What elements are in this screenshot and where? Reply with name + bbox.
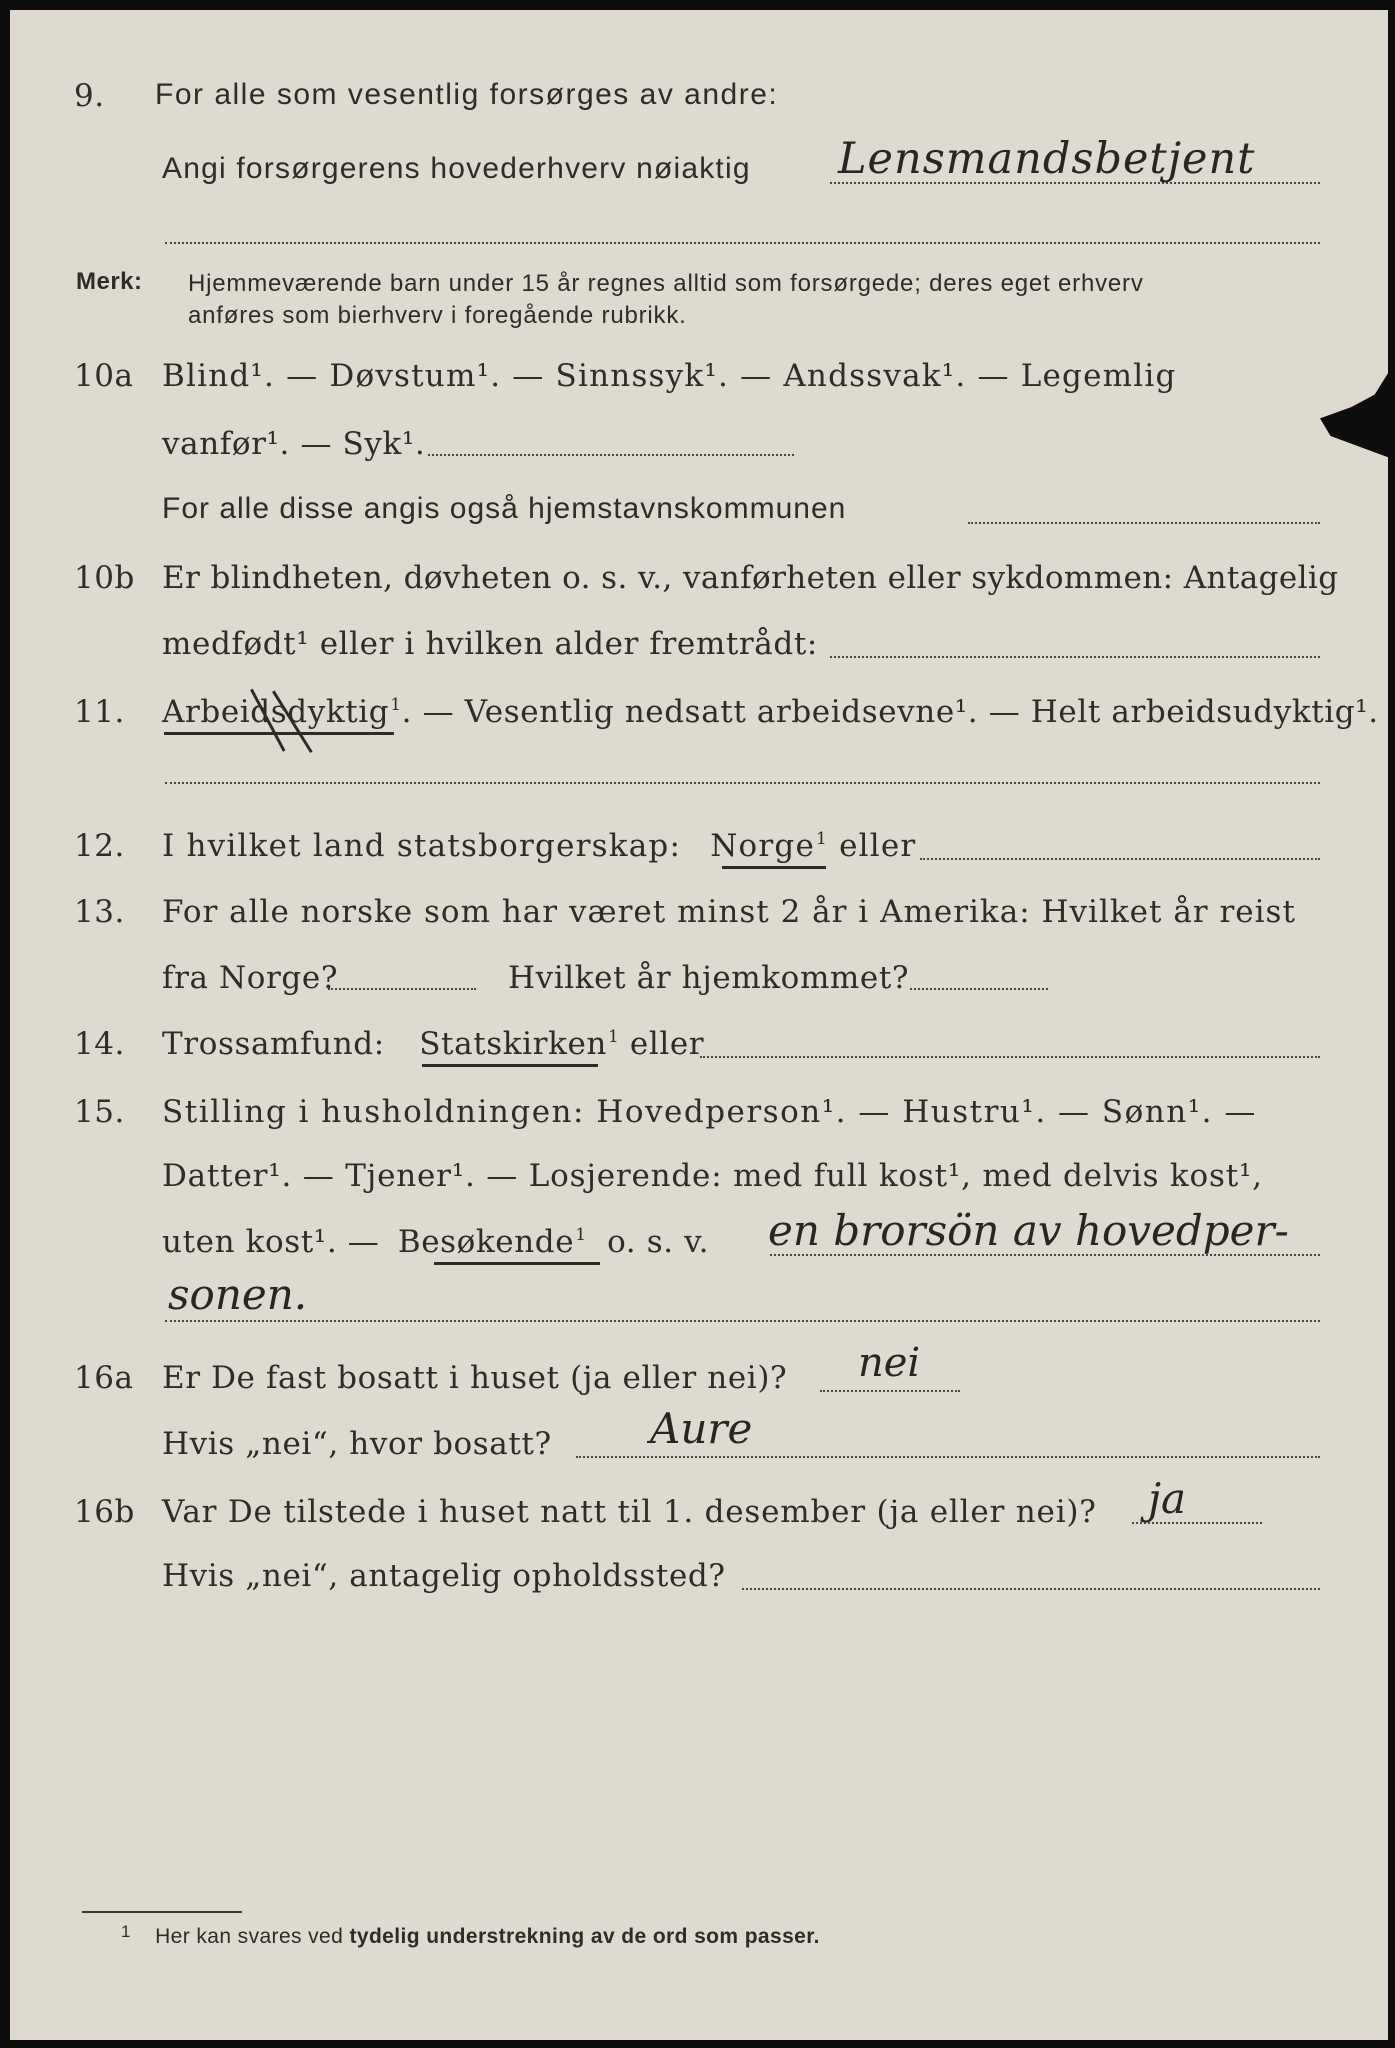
question-16a-line-1 — [10, 1360, 1388, 1406]
question-text: Hvis „nei“, hvor bosatt? — [162, 1426, 552, 1462]
question-16b-line-2 — [10, 1558, 1388, 1604]
question-9-line-1 — [10, 78, 1388, 124]
question-text: For alle som vesentlig forsørges av andre: — [155, 78, 779, 111]
merk-line-2 — [10, 302, 1388, 348]
question-text: For alle disse angis også hjemstavnskommunen — [162, 492, 847, 525]
question-text: Er De fast bosatt i huset (ja eller nei)? — [162, 1360, 788, 1396]
question-text: Hvis „nei“, antagelig opholdssted? — [162, 1558, 726, 1594]
footnote-ref: 1 — [575, 1225, 587, 1245]
question-text: medfødt¹ eller i hvilken alder fremtrådt: — [162, 626, 818, 662]
answer-line — [830, 656, 1320, 658]
handwritten-answer: nei — [858, 1340, 921, 1386]
answer-line — [165, 782, 1320, 784]
question-number: 11. — [74, 694, 125, 730]
question-text: uten kost¹. — — [162, 1224, 380, 1260]
question-text: I hvilket land statsborgerskap: — [162, 828, 682, 864]
question-text: Er blindheten, døvheten o. s. v., vanførheten eller sykdommen: Antagelig — [162, 560, 1339, 596]
question-text: Hvilket år hjemkommet? — [508, 960, 910, 996]
handwritten-answer: Aure — [650, 1404, 753, 1453]
option-statskirken: Statskirken — [419, 1026, 607, 1062]
footnote-rule — [82, 1911, 242, 1913]
question-text: Datter¹. — Tjener¹. — Losjerende: med full kost¹, med delvis kost¹, — [162, 1158, 1263, 1194]
question-12-line — [10, 828, 1388, 874]
option-norge: Norge — [710, 828, 815, 864]
answer-line — [910, 988, 1048, 990]
footnote — [120, 1922, 820, 1949]
question-10b-line-1 — [10, 560, 1388, 606]
question-text: vanfør¹. — Syk¹. — [162, 426, 426, 462]
handwritten-answer: sonen. — [168, 1270, 308, 1319]
question-options: Arbeidsdyktig$^1$. — Vesentlig nedsatt arbeidsevne¹. — Helt arbeidsudyktig¹. — [162, 694, 1379, 730]
answer-line — [700, 1056, 1320, 1058]
question-number: 13. — [74, 894, 125, 930]
selection-underline — [722, 866, 826, 869]
question-options — [162, 828, 916, 864]
question-13-line-2 — [10, 960, 1388, 1006]
merk-label: Merk: — [76, 268, 143, 295]
answer-line — [576, 1456, 1320, 1458]
answer-line — [742, 1588, 1320, 1590]
footnote-ref: 1 — [607, 1027, 620, 1047]
question-13-line-1 — [10, 894, 1388, 940]
answer-line — [968, 522, 1320, 524]
question-14-line — [10, 1026, 1388, 1072]
question-options — [162, 1224, 709, 1260]
footnote-ref: 1 — [390, 695, 402, 715]
question-15-line-1 — [10, 1094, 1388, 1140]
selection-underline — [434, 1262, 600, 1265]
question-10a-line-1 — [10, 358, 1388, 404]
answer-line — [920, 858, 1320, 860]
footnote-text: Her kan svares ved — [155, 1925, 344, 1948]
footnote-ref: 1 — [816, 829, 829, 849]
question-number: 14. — [74, 1026, 125, 1062]
option-rest: eller — [629, 1026, 705, 1062]
merk-text: Hjemmeværende barn under 15 år regnes alltid som forsørgede; deres eget erhverv — [188, 270, 1144, 297]
question-text: Trossamfund: — [162, 1026, 385, 1062]
option-besokende: Besøkende — [397, 1224, 575, 1260]
answer-line — [165, 242, 1320, 244]
question-text: Var De tilstede i huset natt til 1. desember (ja eller nei)? — [162, 1494, 1097, 1530]
answer-line — [328, 988, 476, 990]
question-10b-line-2 — [10, 626, 1388, 672]
question-10a-line-2 — [10, 426, 1388, 472]
footnote-emphasis: tydelig understrekning av de ord som passer. — [349, 1925, 820, 1948]
question-number: 10b — [74, 560, 135, 596]
handwritten-answer: en brorsön av hovedper- — [768, 1206, 1289, 1255]
answer-line — [820, 1390, 960, 1392]
question-10a-line-3 — [10, 492, 1388, 538]
option-arbeidsdyktig: Arbeidsdyktig — [162, 694, 390, 730]
handwritten-answer: ja — [1148, 1474, 1187, 1523]
option-rest: eller — [839, 828, 917, 864]
answer-line — [428, 454, 794, 456]
question-text: o. s. v. — [607, 1224, 710, 1260]
census-form-page — [10, 10, 1388, 2040]
question-number: 16b — [74, 1494, 135, 1530]
merk-text: anføres som bierhverv i foregående rubrikk. — [188, 302, 687, 329]
question-number: 9. — [74, 78, 105, 114]
answer-line — [165, 1320, 1320, 1322]
question-15-line-2 — [10, 1158, 1388, 1204]
question-number: 12. — [74, 828, 125, 864]
selection-underline — [164, 732, 394, 735]
question-text: Angi forsørgerens hovederhverv nøiaktig — [162, 152, 751, 185]
question-text: For alle norske som har været minst 2 år i Amerika: Hvilket år reist — [162, 894, 1296, 930]
footnote-mark: 1 — [121, 1922, 131, 1941]
question-text: fra Norge? — [162, 960, 339, 996]
question-number: 15. — [74, 1094, 125, 1130]
handwritten-answer: Lensmandsbetjent — [838, 134, 1256, 184]
question-number: 10a — [74, 358, 134, 394]
question-number: 16a — [74, 1360, 134, 1396]
question-text: Blind¹. — Døvstum¹. — Sinnssyk¹. — Andssvak¹. — Legemlig — [162, 358, 1177, 394]
question-options — [162, 1026, 704, 1062]
selection-underline — [422, 1064, 598, 1067]
question-text: Stilling i husholdningen: Hovedperson¹. — Hustru¹. — Sønn¹. — — [162, 1094, 1257, 1130]
option-rest: — Vesentlig nedsatt arbeidsevne¹. — Helt arbeidsudyktig¹. — [422, 694, 1379, 730]
